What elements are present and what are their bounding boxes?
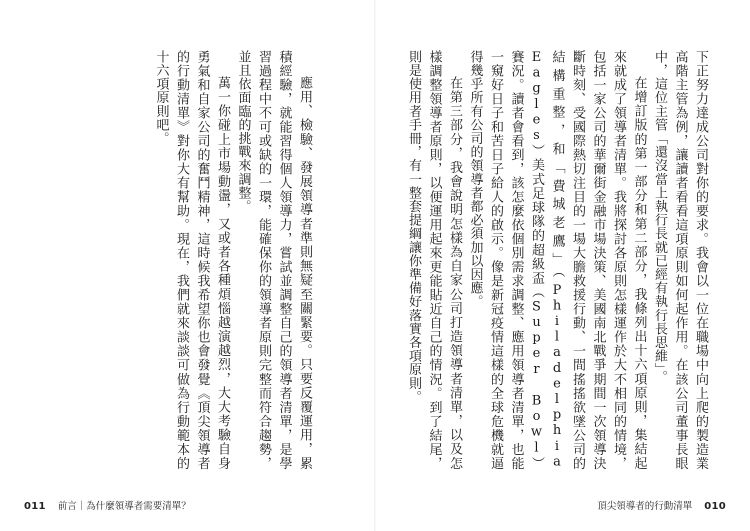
right-page	[376, 0, 750, 531]
body-paragraph: 萬一你碰上市場動盪，又或者各種煩惱越演越烈，大大考驗自身勇氣和自家公司的奮鬥精神，這時候我希望你也會發覺《頂尖領導者的行動清單》對你大有幫助。現在，我們就來談談可做為行動範本的十六項原則吧。	[153, 50, 230, 470]
right-page-text-column	[406, 50, 710, 470]
body-paragraph: 應用、檢驗、發展領導者準則無疑至關緊要。只要反覆運用，累積經驗，就能習得個人領導力，嘗試並調整自己的領導者清單，是學習過程中不可或缺的一環，能確保你的領導者原則完整而符合趨勢，並且依面臨的挑戰來調整。	[235, 50, 312, 470]
left-page-text-column	[153, 50, 314, 470]
left-page-footer	[24, 498, 191, 512]
left-page	[0, 0, 374, 531]
page-number: 010	[704, 501, 726, 512]
body-paragraph: 在增訂版的第一部分和第二部分，我條列出十六項原則，集結起來就成了領導者清單。我將探討各原則怎樣運作於大不相同的情境，包括一家公司的華爾街金融市場決策、美國南北戰爭期間一次領導決斷時刻、受國際熱切注目的一場大膽救援行動、一間搖搖欲墜公司的結構重整，和「費城老鷹」（Philadelphia Eagles）美式足球隊的超級盃（Super Bowl）賽況。讀者會看到，該怎麼依個別需求調整、應用領導者清單，也能一窺好日子和苦日子給人的啟示。像是新冠疫情這樣的全球危機就逼得幾乎所有公司的領導者都必須加以因應。	[467, 50, 647, 470]
running-head: 前言｜為什麼領導者需要清單？	[57, 501, 191, 512]
running-head: 頂尖領導者的行動清單	[597, 501, 693, 512]
body-paragraph: 在第三部分，我會說明怎樣為自家公司打造領導者清單，以及怎樣調整領導者原則，以便運用起來更能貼近自己的情況。到了結尾，則是使用者手冊，有一整套提綱讓你準備好落實各項原則。	[406, 50, 462, 470]
right-page-footer	[597, 498, 726, 512]
body-paragraph: 下正努力達成公司對你的要求。我會以一位在職場中向上爬的製造業高階主管為例，讓讀者看看這項原則如何起作用。在該公司董事長眼中，這位主管「還沒當上執行長就已經有執行長思維」。	[652, 50, 708, 470]
page-number: 011	[24, 501, 46, 512]
